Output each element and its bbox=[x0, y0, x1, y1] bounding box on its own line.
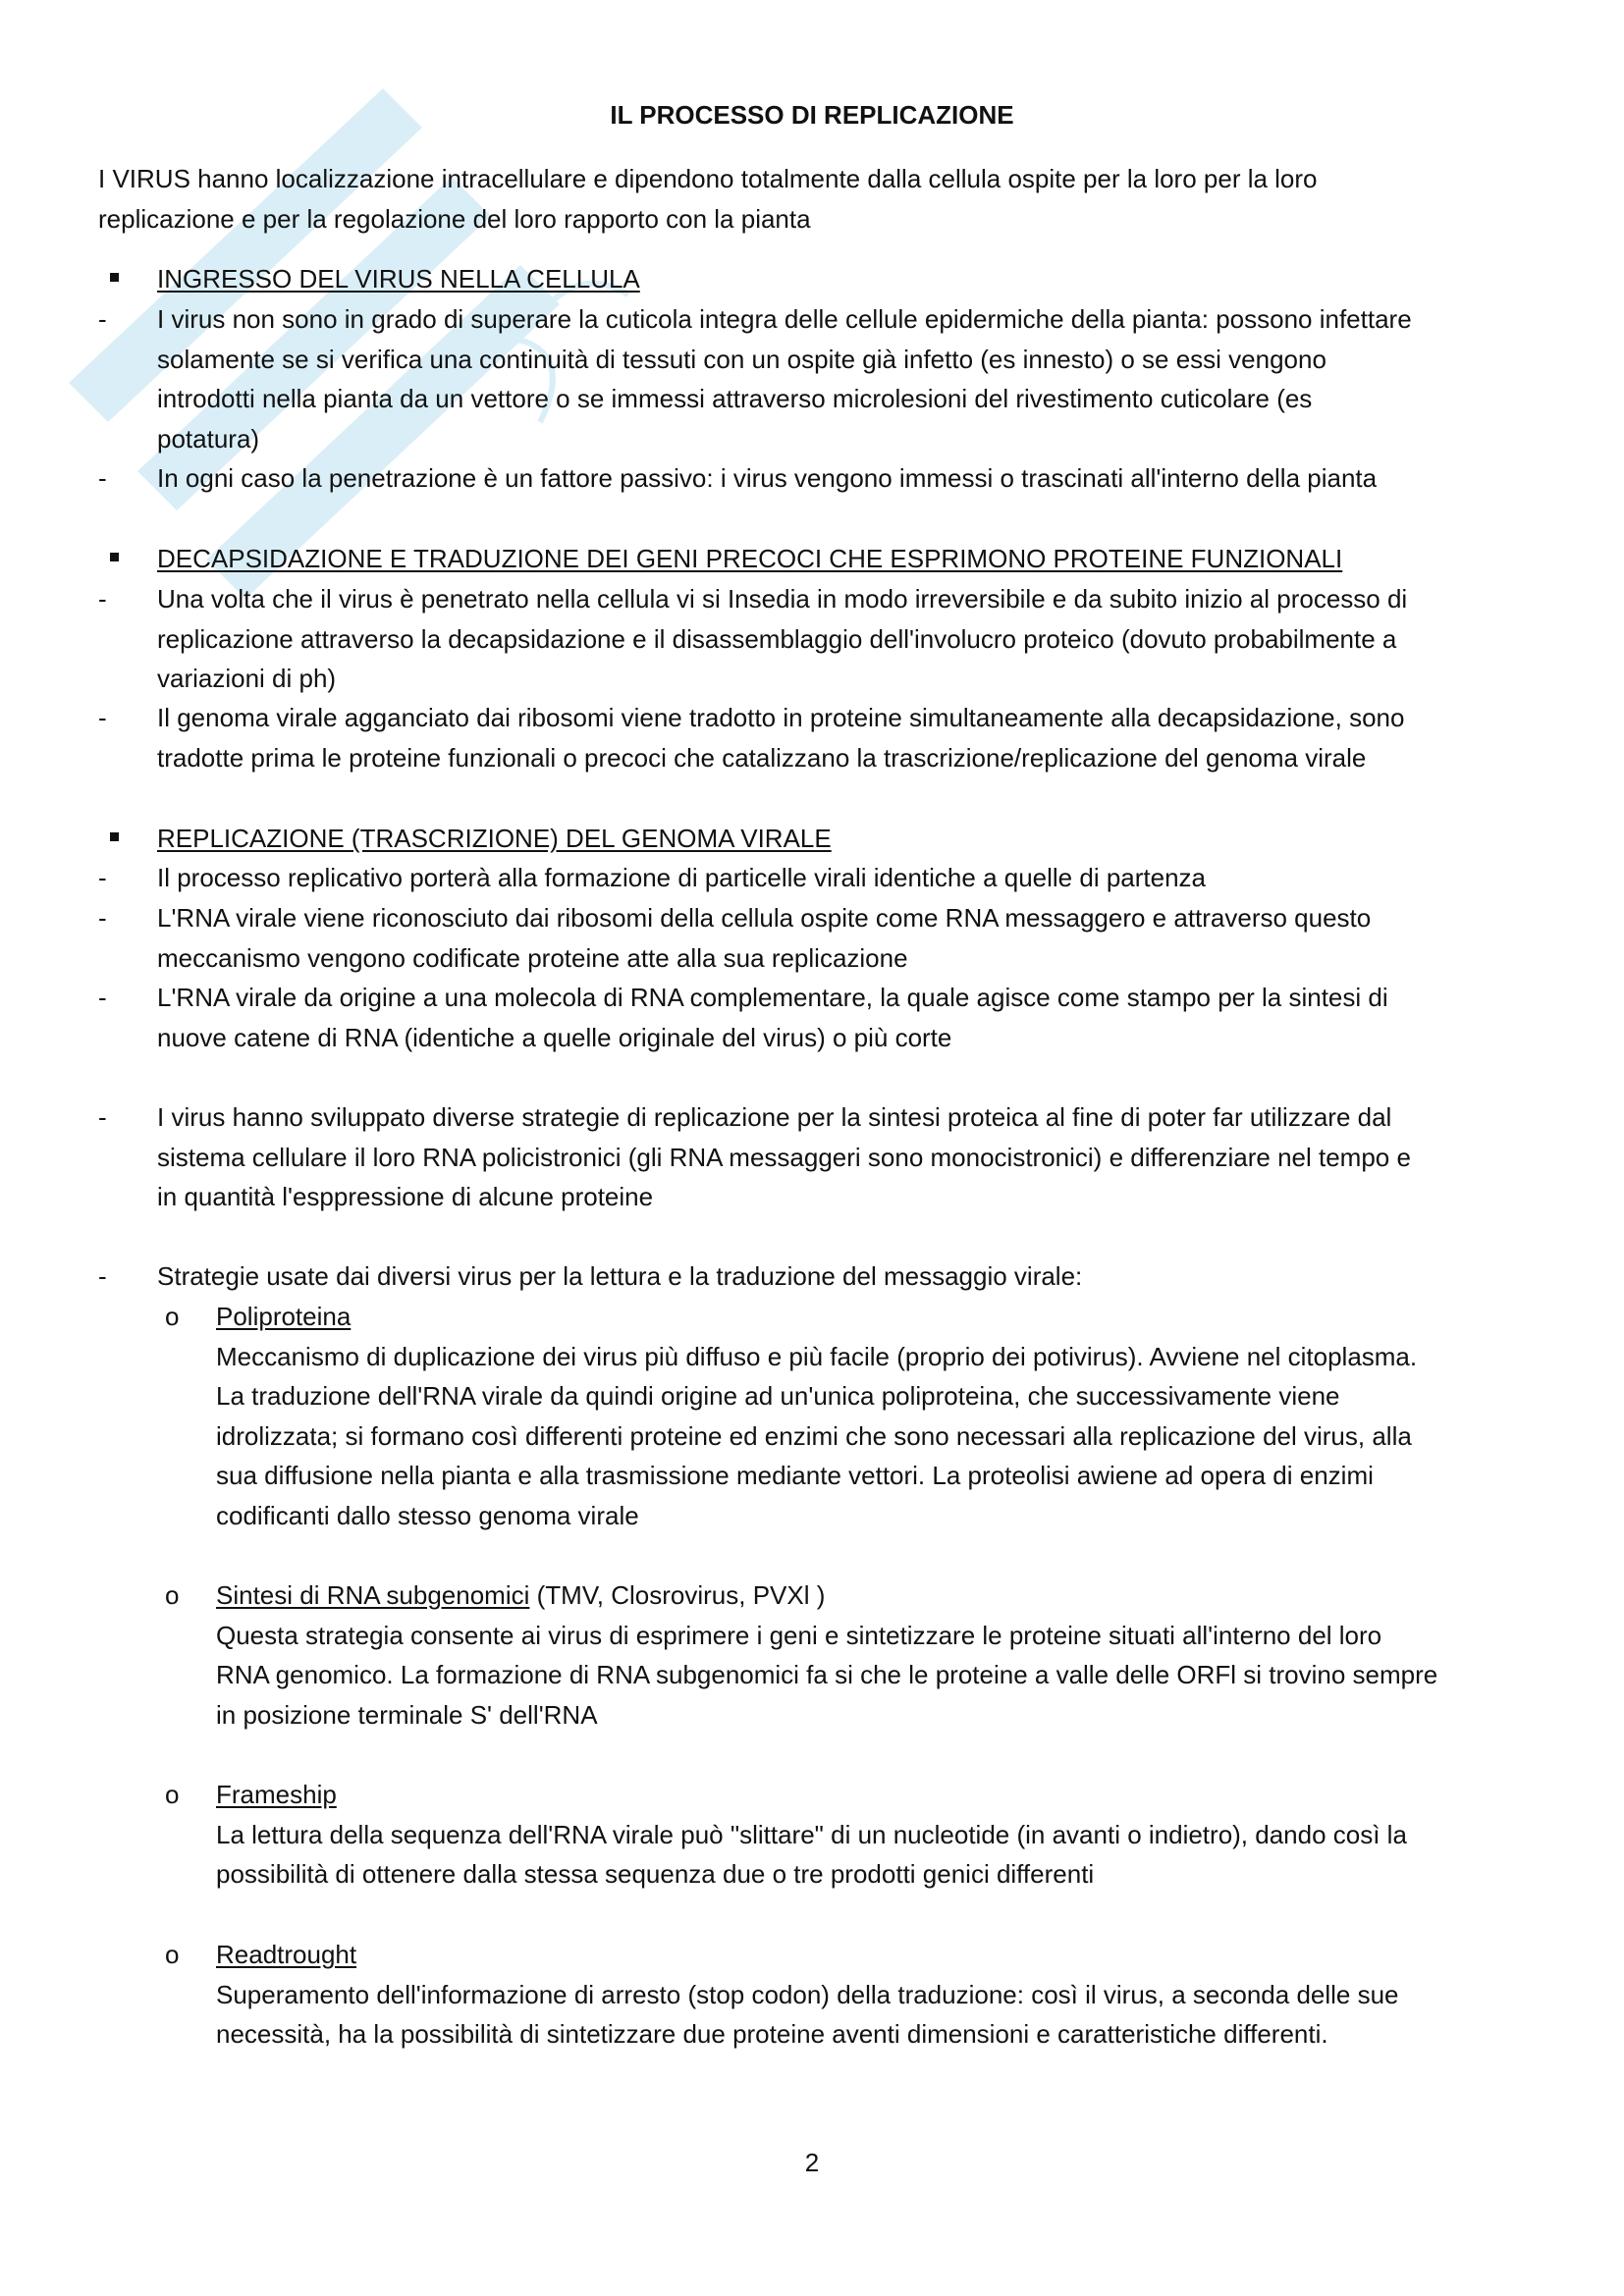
text-line: I VIRUS hanno localizzazione intracellulare e dipendono totalmente dalla cellula ospite per la loro per la loro bbox=[98, 164, 1318, 193]
circle-bullet: o bbox=[165, 1940, 180, 1969]
dash-bullet: - bbox=[98, 1261, 107, 1291]
circle-bullet: o bbox=[165, 1302, 180, 1331]
text-line: tradotte prima le proteine funzionali o precoci che catalizzano la trascrizione/replicazione del genoma virale bbox=[157, 742, 1367, 773]
strategy-item bbox=[216, 1297, 1417, 1536]
text-line: variazioni di ph) bbox=[157, 664, 337, 694]
square-bullet-icon bbox=[110, 553, 119, 561]
list-item bbox=[157, 458, 1377, 499]
text-line: nuove catene di RNA (identiche a quelle originale del virus) o più corte bbox=[157, 1022, 952, 1052]
circle-bullet: o bbox=[165, 1580, 180, 1610]
text-line: potatura) bbox=[157, 423, 260, 454]
text-line: RNA genomico. La formazione di RNA subgenomici fa si che le proteine a valle delle ORFl si trovino sempre bbox=[216, 1660, 1438, 1690]
circle-bullet: o bbox=[165, 1780, 180, 1809]
dash-bullet: - bbox=[98, 903, 107, 933]
strategy-item bbox=[216, 1935, 1399, 2055]
list-item bbox=[157, 898, 1371, 978]
list-item bbox=[157, 978, 1388, 1057]
strategy-name: Frameship bbox=[216, 1780, 337, 1809]
dash-bullet: - bbox=[98, 703, 107, 732]
text-line: La traduzione dell'RNA virale da quindi origine ad un'unica poliproteina, che successivamente viene bbox=[216, 1381, 1340, 1412]
square-bullet-icon bbox=[110, 832, 119, 841]
text-line: meccanismo vengono codificate proteine atte alla sua replicazione bbox=[157, 942, 908, 973]
list-item bbox=[157, 1097, 1411, 1217]
text-line: sua diffusione nella pianta e alla trasmissione mediante vettori. La proteolisi awiene ad opera di enzimi bbox=[216, 1461, 1374, 1491]
dash-bullet: - bbox=[98, 983, 107, 1012]
text-line: L'RNA virale viene riconosciuto dai ribosomi della cellula ospite come RNA messaggero e attraverso questo bbox=[157, 903, 1372, 933]
text-line: L'RNA virale da origine a una molecola di RNA complementare, la quale agisce come stampo per la sintesi di bbox=[157, 983, 1388, 1012]
page-title: IL PROCESSO DI REPLICAZIONE bbox=[610, 100, 1014, 130]
list-item bbox=[157, 698, 1404, 777]
dash-bullet: - bbox=[98, 463, 107, 493]
dash-bullet: - bbox=[98, 863, 107, 892]
text-line: introdotti nella pianta da un vettore o se immessi attraverso microlesioni del rivestimento cuticolare (es bbox=[157, 384, 1313, 414]
dash-bullet: - bbox=[98, 1102, 107, 1132]
section-heading: DECAPSIDAZIONE E TRADUZIONE DEI GENI PRECOCI CHE ESPRIMONO PROTEINE FUNZIONALI bbox=[157, 544, 1343, 573]
strategy-name: Poliproteina bbox=[216, 1302, 352, 1331]
strategy-item bbox=[216, 1775, 1407, 1895]
text-line: in posizione terminale S' dell'RNA bbox=[216, 1699, 598, 1730]
text-line: Il processo replicativo porterà alla formazione di particelle virali identiche a quelle di partenza bbox=[157, 863, 1207, 892]
page-number: 2 bbox=[804, 2148, 820, 2177]
square-bullet-icon bbox=[110, 273, 119, 282]
dash-bullet: - bbox=[98, 584, 107, 614]
text-line: in quantità l'esppressione di alcune proteine bbox=[157, 1182, 654, 1212]
text-line: possibilità di ottenere dalla stessa sequenza due o tre prodotti genici differenti bbox=[216, 1859, 1095, 1890]
list-item bbox=[157, 579, 1407, 699]
intro-paragraph bbox=[98, 159, 1318, 239]
strategy-item: Sintesi di RNA subgenomici (TMV, Closrovirus, PVXl ) Questa strategia consente ai virus di esprimere i geni e sintetizzare le proteine situati all'interno del loro RNA genomico. La formazione di RNA subgenomici fa si che le proteine a valle delle ORFl si trovino sempre in posizione terminale S' dell'RNA bbox=[216, 1575, 1437, 1735]
text-line: Superamento dell'informazione di arresto (stop codon) della traduzione: così il virus, a seconda delle sue bbox=[216, 1979, 1399, 2009]
text-line: I virus hanno sviluppato diverse strategie di replicazione per la sintesi proteica al fine di poter far utilizzare dal bbox=[157, 1102, 1392, 1132]
text-line: solamente se si verifica una continuità di tessuti con un ospite già infetto (es innesto) o se essi vengono bbox=[157, 344, 1326, 374]
text-line: In ogni caso la penetrazione è un fattore passivo: i virus vengono immessi o trascinati all'interno della pianta bbox=[157, 463, 1378, 493]
text-line: Il genoma virale agganciato dai ribosomi viene tradotto in proteine simultaneamente alla decapsidazione, sono bbox=[157, 703, 1405, 732]
dash-bullet: - bbox=[98, 304, 107, 334]
text-line: idrolizzata; si formano così differenti proteine ed enzimi che sono necessari alla replicazione del virus, alla bbox=[216, 1420, 1412, 1451]
text-line: I virus non sono in grado di superare la cuticola integra delle cellule epidermiche della pianta: possono infettare bbox=[157, 304, 1412, 334]
text-line: necessità, ha la possibilità di sintetizzare due proteine aventi dimensioni e caratteristiche differenti. bbox=[216, 2019, 1328, 2050]
text-line: codificanti dallo stesso genoma virale bbox=[216, 1500, 639, 1530]
text-line: replicazione attraverso la decapsidazione e il disassemblaggio dell'involucro proteico (dovuto probabilmente a bbox=[157, 623, 1397, 654]
section-heading: INGRESSO DEL VIRUS NELLA CELLULA bbox=[157, 264, 640, 294]
text-line: replicazione e per la regolazione del loro rapporto con la pianta bbox=[98, 203, 811, 234]
section-heading: REPLICAZIONE (TRASCRIZIONE) DEL GENOMA VIRALE bbox=[157, 824, 832, 853]
text-line: sistema cellulare il loro RNA policistronici (gli RNA messaggeri sono monocistronici) e differenziare nel tempo e bbox=[157, 1142, 1411, 1172]
list-item bbox=[157, 858, 1206, 898]
list-item bbox=[157, 1256, 1082, 1297]
text-line: Meccanismo di duplicazione dei virus più diffuso e più facile (proprio dei potivirus). Avviene nel citoplasma. bbox=[216, 1341, 1418, 1371]
text-line: Una volta che il virus è penetrato nella cellula vi si Insedia in modo irreversibile e da subito inizio al processo di bbox=[157, 584, 1408, 614]
text-line: La lettura della sequenza dell'RNA virale può "slittare" di un nucleotide (in avanti o indietro), dando così la bbox=[216, 1819, 1407, 1849]
strategy-name: Readtrought bbox=[216, 1940, 357, 1969]
text-line: Questa strategia consente ai virus di esprimere i geni e sintetizzare le proteine situati all'interno del loro bbox=[216, 1620, 1382, 1650]
strategy-name: Sintesi di RNA subgenomici bbox=[216, 1580, 530, 1610]
list-item bbox=[157, 299, 1412, 458]
text-line: Strategie usate dai diversi virus per la lettura e la traduzione del messaggio virale: bbox=[157, 1261, 1083, 1291]
